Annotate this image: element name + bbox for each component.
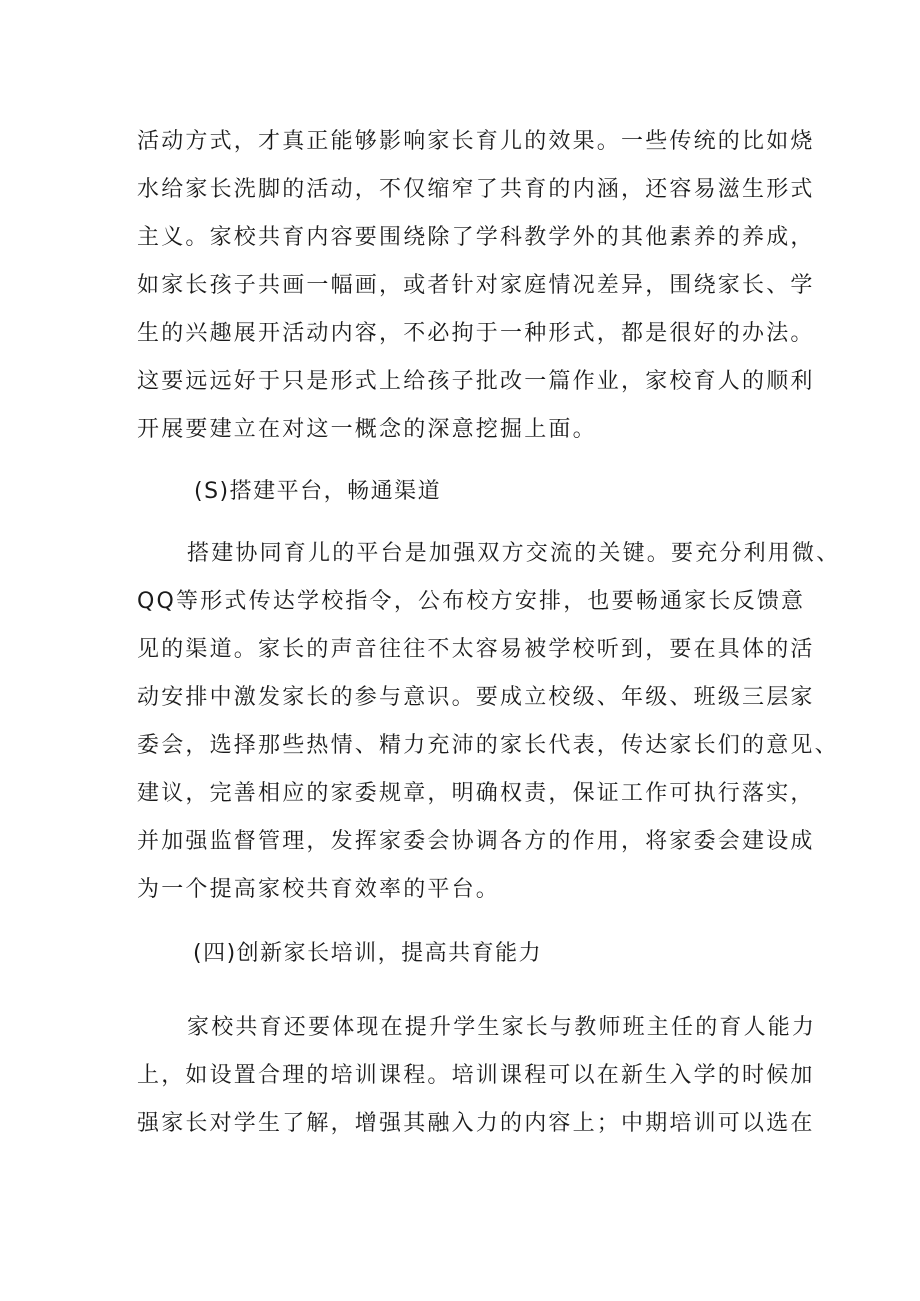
paragraph-line: 为一个提高家校共育效率的平台。 — [137, 877, 501, 902]
paragraph-line: 活动方式，才真正能够影响家长育儿的效果。一些传统的比如烧 — [137, 129, 815, 154]
paragraph-line: 上，如设置合理的培训课程。培训课程可以在新生入学的时候加 — [137, 1063, 815, 1088]
paragraph-line: 开展要建立在对这一概念的深意挖掘上面。 — [137, 417, 597, 442]
paragraph-line: 主义。家校共育内容要围绕除了学科教学外的其他素养的养成， — [137, 225, 815, 250]
paragraph-line: 强家长对学生了解，增强其融入力的内容上；中期培训可以选在 — [137, 1111, 815, 1136]
paragraph-line: QQ等形式传达学校指令，公布校方安排，也要畅通家长反馈意 — [137, 589, 806, 614]
paragraph-line: 水给家长洗脚的活动，不仅缩窄了共育的内涵，还容易滋生形式 — [137, 177, 815, 202]
paragraph-line: 如家长孩子共画一幅画，或者针对家庭情况差异，围绕家长、学 — [137, 273, 815, 298]
section-heading-4: (四)创新家长培训，提高共育能力 — [193, 941, 543, 966]
paragraph-line: 生的兴趣展开活动内容，不必拘于一种形式，都是很好的办法。 — [137, 321, 815, 346]
paragraph-line: 家校共育还要体现在提升学生家长与教师班主任的育人能力 — [187, 1015, 817, 1040]
paragraph-line: 委会，选择那些热情、精力充沛的家长代表，传达家长们的意见、 — [137, 733, 839, 758]
paragraph-line: 这要远远好于只是形式上给孩子批改一篇作业，家校育人的顺利 — [137, 369, 815, 394]
paragraph-line: 动安排中激发家长的参与意识。要成立校级、年级、班级三层家 — [137, 685, 815, 710]
paragraph-line: 并加强监督管理，发挥家委会协调各方的作用，将家委会建设成 — [137, 829, 815, 854]
paragraph-line: 建议，完善相应的家委规章，明确权责，保证工作可执行落实， — [137, 781, 815, 806]
section-heading-3: (S)搭建平台，畅通渠道 — [194, 479, 442, 504]
paragraph-line: 见的渠道。家长的声音往往不太容易被学校听到，要在具体的活 — [137, 637, 815, 662]
paragraph-line: 搭建协同育儿的平台是加强双方交流的关键。要充分利用微、 — [187, 541, 841, 566]
